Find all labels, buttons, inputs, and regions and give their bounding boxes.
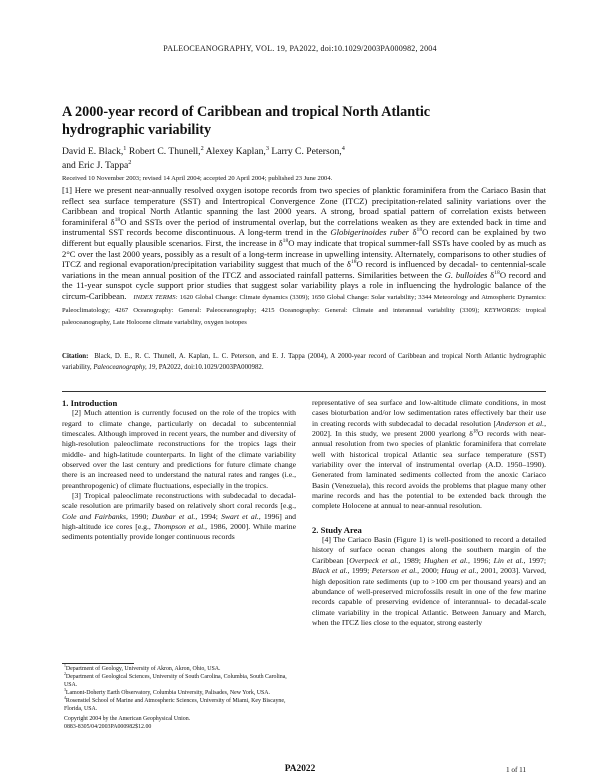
delta-symbol: δ	[110, 216, 115, 227]
affiliation-mark: 3	[265, 144, 269, 152]
paragraph-2	[62, 408, 296, 491]
paragraph-number: [4]	[322, 535, 331, 545]
footnote-text: Rosenstiel School of Marine and Atmospheric Sciences, University of Miami, Key Biscayne, Florida, USA.	[64, 697, 286, 712]
affiliation-mark: 2	[128, 158, 132, 166]
right-column	[312, 398, 546, 628]
reference: Hughen et al.	[423, 555, 468, 565]
delta-symbol: δ	[346, 259, 351, 270]
author-list	[62, 145, 542, 173]
abstract-text: O and SSTs over the period of instrumental overlap, but the correlations weaken as they are extended back in time and instrumental SST records become discontinuous. A long-term trend in the	[62, 216, 547, 238]
footnote-text: Department of Geological Sciences, University of South Carolina, Columbia, South Carolina, USA.	[64, 673, 287, 688]
affiliation-mark: 4	[341, 144, 345, 152]
delta-symbol: δ	[469, 429, 473, 439]
paragraph-text: , 2001, 2003]. Varved, high deposition rate sediments (up to >100 cm per thousand years) and an abundance of well-preserved microfossils result in one of the few marine records capable of preserving evidence of interannual- to decadal-scale climate variability in the tropical Atlantic. Between January and March, when the ITCZ lies close to the equator, strong easterly	[312, 566, 547, 627]
affiliation-mark: 2	[200, 144, 204, 152]
received-dates: Received 10 November 2003; revised 14 April 2004; accepted 20 April 2004; published 23 June 2004.	[62, 175, 333, 182]
paragraph-text: , 1999;	[347, 566, 372, 576]
paragraph-text: Tropical paleoclimate reconstructions with subdecadal to decadal-scale resolution are primarily based on relatively short coral records [e.g.,	[62, 491, 296, 511]
keywords-label: KEYWORDS:	[484, 306, 521, 314]
isotope-mass: 18	[282, 238, 289, 245]
abstract-text: O record is influenced by decadal- to centennial-scale variations in the mean annual position of the ITCZ and associated rainfall patterns. Similarities between the	[62, 259, 546, 280]
reference: Overpeck et al.	[349, 555, 399, 565]
paragraph-3	[62, 491, 296, 543]
reference: Haug et al.	[441, 566, 477, 576]
isotope-mass: 18	[114, 216, 121, 223]
delta-symbol: δ	[412, 227, 417, 238]
footnote	[62, 671, 296, 690]
paragraph-number: [2]	[72, 408, 81, 418]
paragraph-3-continued	[312, 398, 546, 512]
author-name: Larry C. Peterson,	[271, 146, 342, 157]
paragraph-text: , 1986, 2000]. While marine sediments potentially provide longer continuous records	[62, 522, 296, 542]
footnote	[62, 695, 296, 714]
paragraph-number: [1]	[62, 185, 73, 195]
footnote-mark: 3	[64, 687, 66, 692]
title-line-2: hydrographic variability	[62, 122, 212, 138]
paragraph-text: The Cariaco Basin (Figure 1) is well-positioned to record a detailed history of surface ocean changes along the southern margin of the Caribbean [	[312, 535, 546, 565]
section-heading-introduction: 1. Introduction	[62, 398, 118, 408]
delta-symbol: δ	[278, 237, 283, 248]
isotope-mass: 18	[350, 259, 357, 266]
footnote-text: Department of Geology, University of Akron, Akron, Ohio, USA.	[65, 666, 221, 672]
reference: Cole and Fairbanks	[62, 511, 126, 521]
paragraph-text: Much attention is currently focused on the role of the tropics with regard to climate change, particularly on decadal to subcentennial timescales. Although improved in recent years, the number and diversity of high-resolution paleoclimate reconstructions for the tropics lags their middle- and high-latitude counterparts. In light of the climate variability observed over the last century and predictions for future climate change there is an increased need to understand the natural rates and ranges (i.e., preanthropogenic) of climate fluctuations, especially in the tropics.	[62, 408, 296, 490]
isotope-mass: 18	[472, 429, 478, 435]
index-terms-text: 1620 Global Change: Climate dynamics (3309); 1650 Global Change: Solar variability; 3344 Meteorology and Atmospheric Dynamics: Paleoclimatology; 4267 Oceanography: General: Paleoceanography; 4215 Oceanography: General: Climate and interannual variability (3309);	[62, 293, 546, 314]
index-terms	[62, 294, 546, 326]
left-column	[62, 398, 296, 543]
paragraph-number: [3]	[72, 491, 81, 501]
citation-text: PA2022, doi:10.1029/2003PA000982.	[157, 363, 264, 371]
footnote-mark: 4	[64, 695, 66, 700]
reference: Dunbar et al.	[151, 511, 196, 521]
section-divider	[62, 391, 546, 392]
copyright-notice: Copyright 2004 by the American Geophysical Union.	[64, 716, 191, 723]
reference: Anderson et al.	[496, 418, 545, 428]
abstract-text: O record and the 11-year sunspot cycle support prior studies that suggest solar variability plays a role in influencing the hydrologic balance of the circum-Caribbean.	[62, 269, 546, 301]
paragraph-text: , 2000;	[417, 566, 442, 576]
species-name: Globigerinoides ruber	[330, 227, 410, 238]
footnote-text: Lamont-Doherty Earth Observatory, Columbia University, Palisades, New York, USA.	[65, 689, 270, 696]
citation-label: Citation:	[62, 353, 89, 360]
citation	[62, 352, 546, 373]
abstract	[62, 185, 546, 329]
author-name: and Eric J. Tappa	[62, 160, 129, 171]
reference: Thompson et al.	[153, 522, 206, 532]
paragraph-text: , 1989;	[398, 555, 424, 565]
reference: Peterson et al.	[371, 566, 418, 576]
paragraph-text: , 2002]. In this study, we present 2000 yearlong	[312, 418, 546, 439]
abstract-text: O record can be explained by two different but equally plausible scenarios. First, the increase in	[62, 227, 546, 248]
title-line-1: A 2000-year record of Caribbean and tropical North Atlantic	[62, 104, 431, 120]
paragraph-text: , 1996] and high-altitude ice cores [e.g.,	[62, 511, 297, 532]
isotope-mass: 18	[494, 269, 500, 276]
running-head: PALEOCEANOGRAPHY, VOL. 19, PA2022, doi:10.1029/2003PA000982, 2004	[163, 44, 437, 53]
footnote	[62, 666, 296, 674]
reference: Swart et al.	[221, 511, 259, 521]
paragraph-text: representative of sea surface and low-altitude climate conditions, in most cases bioturbation and/or low sedimentation rates effectively bar their use in creating records with subdecadal to decadal resolution [	[312, 398, 546, 428]
footnote-mark: 2	[64, 671, 66, 676]
footnote	[62, 687, 296, 698]
citation-journal: Paleoceanography, 19,	[93, 363, 158, 371]
keywords-text: tropical paleoceanography, Late Holocene climate variability, oxygen isotopes	[62, 306, 546, 327]
issn-code: 0883-8305/04/2003PA000982$12.00	[64, 724, 152, 731]
index-terms-label: INDEX TERMS:	[133, 293, 178, 301]
page-identifier: PA2022	[284, 764, 316, 774]
citation-text: Black, D. E., R. C. Thunell, A. Kaplan, L. C. Peterson, and E. J. Tappa (2004), A 2000-year record of Caribbean and tropical North Atlantic hydrographic variability,	[62, 353, 547, 371]
delta-symbol: δ	[490, 269, 495, 280]
paragraph-4	[312, 535, 546, 628]
abstract-text: O may indicate that tropical summer-fall SSTs have cooled by as much as 2°C over the last 2000 years, possibly as a result of a long-term increase in upwelling intensity. Alternately, comparisons to other studies of ITCZ and regional evaporation/precipitation variability suggest that much of the	[62, 237, 546, 270]
paragraph-text: , 1997;	[523, 555, 546, 565]
paragraph-text: , 1994;	[195, 511, 222, 521]
page-count: 1 of 11	[506, 766, 527, 774]
reference: Black et al.	[312, 566, 348, 576]
footnotes	[62, 666, 296, 732]
reference: Lin et al.	[493, 555, 524, 565]
footnote-divider	[62, 663, 134, 664]
affiliation-mark: 1	[123, 144, 127, 152]
author-name: Alexey Kaplan,	[205, 146, 266, 157]
species-name: G. bulloides	[444, 269, 488, 280]
abstract-text: Here we present near-annually resolved oxygen isotope records from two species of planktic foraminifera from the Cariaco Basin that reflect sea surface temperature (SST) and Intertropical Convergence Zone (ITCZ) precipitation-related salinity variations over the Caribbean and tropical North Atlantic spanning the last 2000 years. A strong, broad spatial pattern of correlation exists between foraminiferal	[62, 185, 546, 227]
section-heading-study-area: 2. Study Area	[312, 524, 362, 535]
isotope-mass: 18	[416, 227, 423, 234]
author-name: Robert C. Thunell,	[128, 146, 201, 157]
article-title	[62, 103, 542, 139]
paragraph-text: , 1996;	[467, 555, 494, 565]
footnote-mark: 1	[64, 664, 66, 669]
paragraph-text: , 1990;	[125, 511, 152, 521]
author-name: David E. Black,	[62, 146, 124, 157]
paragraph-text: O records with near-annual resolution from two species of planktic foraminifera that correlate well with historical tropical Atlantic sea surface temperature (SST) variability over the interval of instrumental overlap (A.D. 1950–1990). Generated from laminated sediments collected from the anoxic Cariaco Basin (Venezuela), this record avoids the problems that plague many other marine records and has the potential to be extended back through the complete Holocene at annual to near-annual resolution.	[312, 429, 546, 511]
